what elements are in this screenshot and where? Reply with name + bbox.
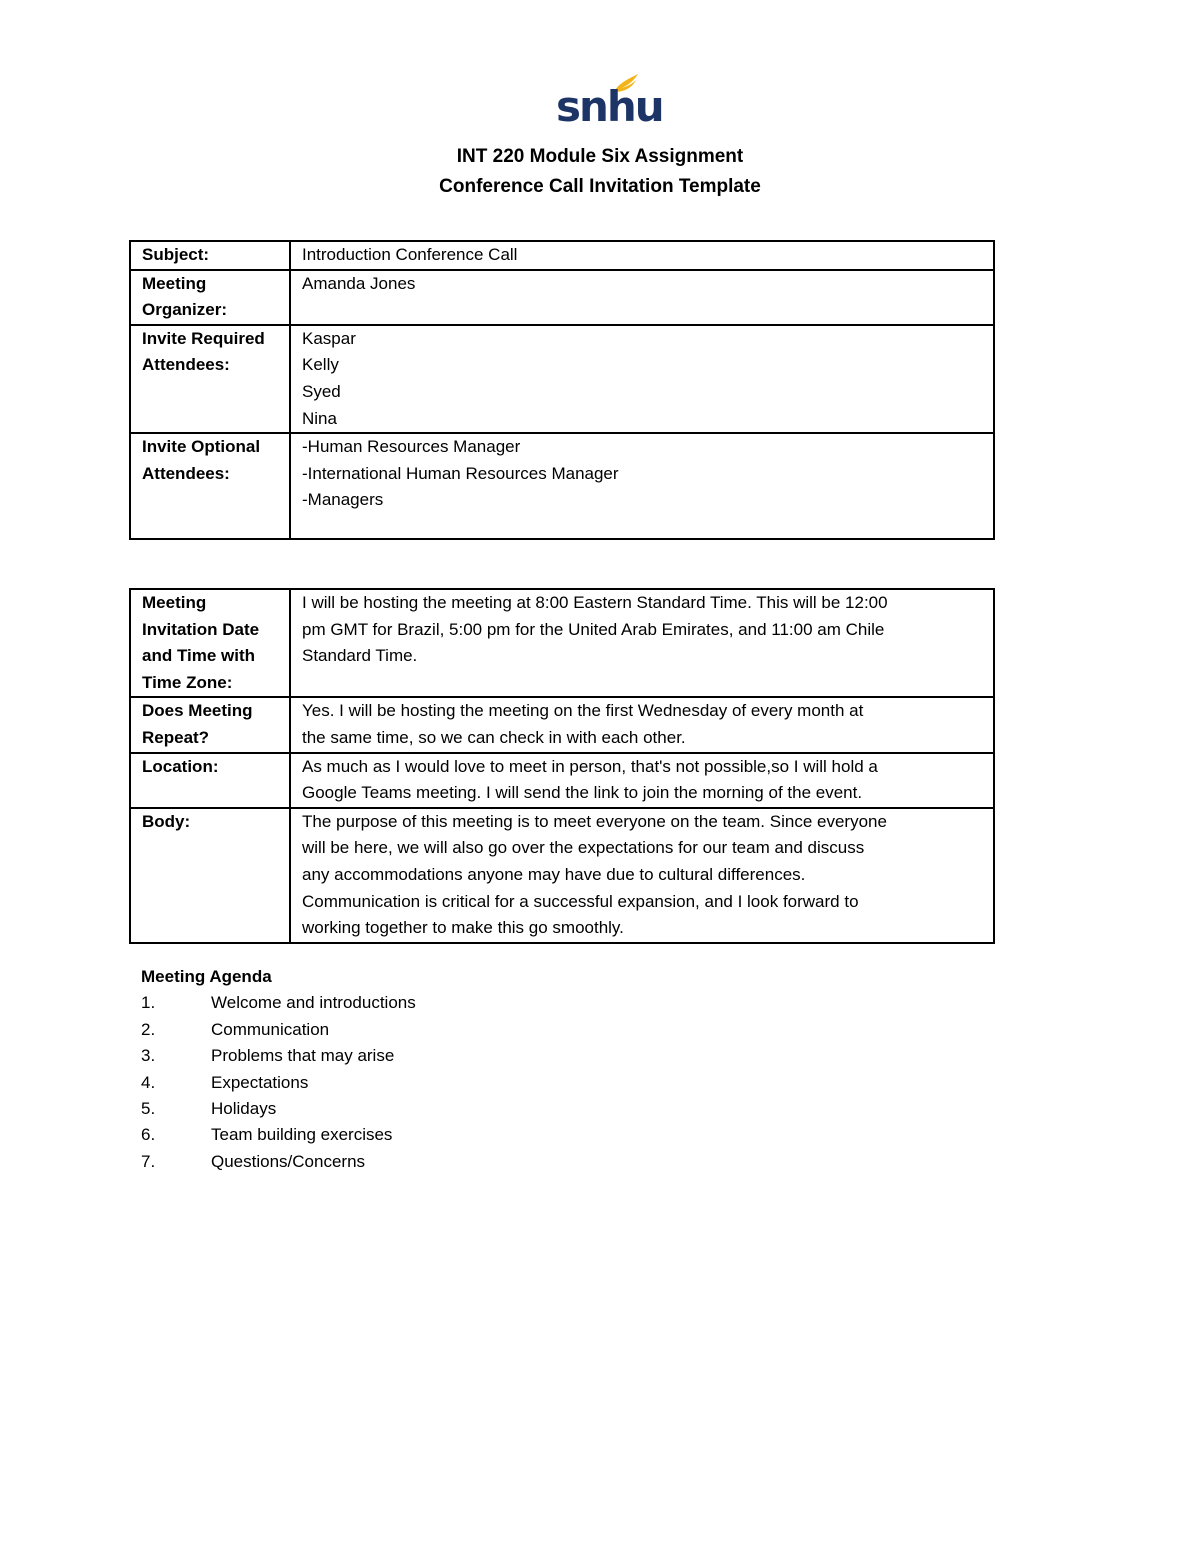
meeting-agenda	[141, 964, 416, 1175]
list-number: 7.	[141, 1151, 156, 1171]
table-row	[130, 433, 994, 539]
optional-attendees-value	[290, 433, 994, 539]
table-row	[130, 241, 994, 270]
list-number: 2.	[141, 1019, 156, 1039]
body-value: The purpose of this meeting is to meet everyone on the team. Since everyone will be here, we will also go over the expectations for our team and discuss any accommodations anyone may have due to cultural differences. Communication is critical for a successful expansion, and I look forward to working together to make this go smoothly.	[290, 808, 994, 943]
list-text: Questions/Concerns	[211, 1151, 366, 1171]
table-row	[130, 808, 994, 943]
table-row	[130, 589, 994, 697]
page-title: INT 220 Module Six Assignment	[456, 146, 744, 167]
required-attendees-label: Invite Required Attendees:	[130, 325, 290, 433]
list-text: Communication	[211, 1019, 330, 1039]
page-subtitle: Conference Call Invitation Template	[439, 176, 761, 197]
list-item	[141, 1149, 416, 1175]
list-item	[141, 1096, 416, 1122]
organizer-label: Meeting Organizer:	[130, 270, 290, 325]
required-attendees-value	[290, 325, 994, 433]
snhu-logo	[556, 72, 663, 134]
organizer-value: Amanda Jones	[290, 270, 994, 325]
list-number: 5.	[141, 1099, 156, 1119]
attendee: Kelly	[302, 355, 339, 375]
optional-attendees-label: Invite Optional Attendees:	[130, 433, 290, 539]
attendee: -International Human Resources Manager	[302, 463, 619, 483]
list-text: Holidays	[211, 1099, 277, 1119]
table-row	[130, 270, 994, 325]
meeting-info-table	[129, 588, 995, 944]
attendee: Nina	[302, 408, 337, 428]
list-number: 4.	[141, 1072, 156, 1092]
list-text: Problems that may arise	[211, 1046, 395, 1066]
subject-value: Introduction Conference Call	[290, 241, 994, 270]
attendee: -Managers	[302, 490, 384, 510]
list-item	[141, 1122, 416, 1148]
datetime-label: Meeting Invitation Date and Time with Time Zone:	[130, 589, 290, 697]
attendee: Syed	[302, 381, 341, 401]
datetime-value: I will be hosting the meeting at 8:00 Eastern Standard Time. This will be 12:00 pm GMT for Brazil, 5:00 pm for the United Arab Emirates, and 11:00 am Chile Standard Time.	[290, 589, 994, 697]
list-item	[141, 1043, 416, 1069]
agenda-title: Meeting Agenda	[141, 967, 272, 986]
subject-label: Subject:	[130, 241, 290, 270]
list-item	[141, 1017, 416, 1043]
list-item	[141, 1070, 416, 1096]
list-text: Team building exercises	[211, 1125, 393, 1145]
list-text: Expectations	[211, 1072, 309, 1092]
table-row	[130, 753, 994, 808]
list-number: 6.	[141, 1125, 156, 1145]
table-row	[130, 325, 994, 433]
logo-text: snhu	[556, 82, 663, 131]
invitation-details-table	[129, 240, 995, 540]
list-number: 1.	[141, 993, 156, 1013]
list-item	[141, 990, 416, 1016]
location-label: Location:	[130, 753, 290, 808]
repeat-label: Does Meeting Repeat?	[130, 697, 290, 752]
repeat-value: Yes. I will be hosting the meeting on the first Wednesday of every month at the same time, so we can check in with each other.	[290, 697, 994, 752]
attendee: -Human Resources Manager	[302, 437, 521, 457]
location-value: As much as I would love to meet in person, that's not possible,so I will hold a Google Teams meeting. I will send the link to join the morning of the event.	[290, 753, 994, 808]
body-label: Body:	[130, 808, 290, 943]
attendee: Kaspar	[302, 328, 356, 348]
list-text: Welcome and introductions	[211, 993, 416, 1013]
table-row	[130, 697, 994, 752]
list-number: 3.	[141, 1046, 156, 1066]
